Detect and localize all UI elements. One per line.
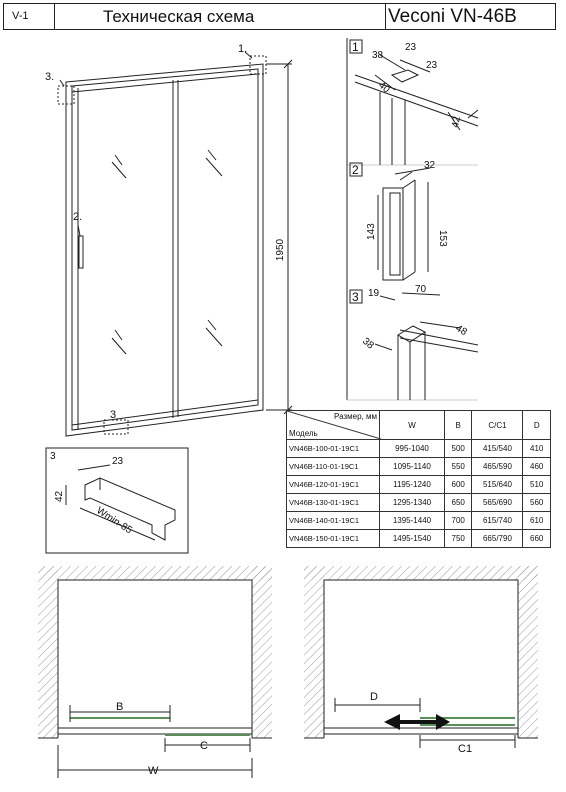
cell-d: 560 [523, 494, 551, 512]
detail-2-dim-143: 143 [366, 223, 377, 240]
cell-model: VN46B-110-01-19C1 [287, 458, 380, 476]
callout-3-bottom: 3 [110, 409, 117, 421]
cell-d: 660 [523, 530, 551, 548]
cell-model: VN46B-100-01-19C1 [287, 440, 380, 458]
plan-label-d: D [370, 691, 378, 703]
table-row [287, 458, 551, 476]
height-dim-label: 1950 [275, 238, 286, 262]
cell-w: 1295-1340 [380, 494, 445, 512]
cell-model: VN46B-120-01-19C1 [287, 476, 380, 494]
table-row [287, 476, 551, 494]
version-label: V-1 [12, 10, 29, 22]
spec-table [286, 410, 551, 548]
front-view [58, 52, 292, 436]
cell-c: 415/540 [472, 440, 523, 458]
corner-cell [287, 411, 380, 440]
col-w: W [380, 411, 445, 440]
cell-model: VN46B-150-01-19C1 [287, 530, 380, 548]
detail-3-number: 3 [352, 290, 359, 304]
detail-2-dim-32: 32 [424, 160, 436, 171]
cell-w: 1395-1440 [380, 512, 445, 530]
cell-b: 750 [444, 530, 472, 548]
detail-1 [347, 38, 478, 165]
detail-1-dim-40: 40 [376, 79, 392, 96]
cell-b: 700 [444, 512, 472, 530]
handle [79, 236, 83, 268]
table-row [287, 512, 551, 530]
cell-b: 500 [444, 440, 472, 458]
detail-3-dim-19: 19 [368, 288, 380, 299]
corner-bottom-label: Модель [289, 429, 318, 438]
corner-top-label: Размер, мм [334, 412, 377, 421]
col-c: C/C1 [472, 411, 523, 440]
spec-header-row [287, 411, 551, 440]
detail-1-number: 1 [352, 40, 359, 54]
col-d: D [523, 411, 551, 440]
profile-number: 3 [50, 451, 56, 462]
plan-label-c: C [200, 740, 208, 752]
detail-3-dim-70: 70 [415, 284, 427, 295]
page-title: Техническая схема [103, 7, 255, 26]
cell-w: 1095-1140 [380, 458, 445, 476]
cell-d: 410 [523, 440, 551, 458]
door-frame-inner [72, 69, 258, 430]
table-row [287, 440, 551, 458]
cell-c: 615/740 [472, 512, 523, 530]
detail-2-dim-153: 153 [437, 230, 448, 247]
cell-w: 1195-1240 [380, 476, 445, 494]
detail-1-dim-23a: 23 [405, 42, 417, 53]
cell-d: 610 [523, 512, 551, 530]
detail-3-dim-48: 48 [453, 323, 469, 339]
plan-label-c1: C1 [458, 743, 473, 755]
profile-dim-wmin: Wmin-85 [94, 505, 134, 537]
detail-2-number: 2 [352, 163, 359, 177]
brand-label: Veconi VN-46B [388, 6, 517, 27]
profile-dim-23: 23 [112, 456, 124, 467]
callout-3-top: 3. [45, 71, 55, 83]
door-frame [66, 64, 263, 436]
cell-b: 550 [444, 458, 472, 476]
cell-c: 565/690 [472, 494, 523, 512]
cell-w: 1495-1540 [380, 530, 445, 548]
cell-b: 600 [444, 476, 472, 494]
detail-2 [347, 162, 430, 290]
table-row [287, 530, 551, 548]
cell-d: 460 [523, 458, 551, 476]
table-row [287, 494, 551, 512]
callout-1: 1. [238, 43, 248, 55]
cell-w: 995-1040 [380, 440, 445, 458]
cell-c: 515/640 [472, 476, 523, 494]
cell-model: VN46B-130-01-19C1 [287, 494, 380, 512]
callout-2: 2. [73, 211, 83, 223]
profile-dim-42: 42 [54, 490, 65, 502]
cell-c: 665/790 [472, 530, 523, 548]
detail-1-dim-23b: 23 [426, 60, 438, 71]
plan-label-w: W [148, 765, 159, 777]
cell-model: VN46B-140-01-19C1 [287, 512, 380, 530]
detail-3-dim-38: 38 [360, 335, 376, 352]
detail-1-dim-38: 38 [372, 50, 384, 61]
cell-d: 510 [523, 476, 551, 494]
cell-c: 465/590 [472, 458, 523, 476]
detail-1-dim-42: 42 [450, 115, 463, 129]
col-b: B [444, 411, 472, 440]
plan-left [38, 566, 272, 778]
cell-b: 650 [444, 494, 472, 512]
plan-label-b: B [116, 701, 124, 713]
